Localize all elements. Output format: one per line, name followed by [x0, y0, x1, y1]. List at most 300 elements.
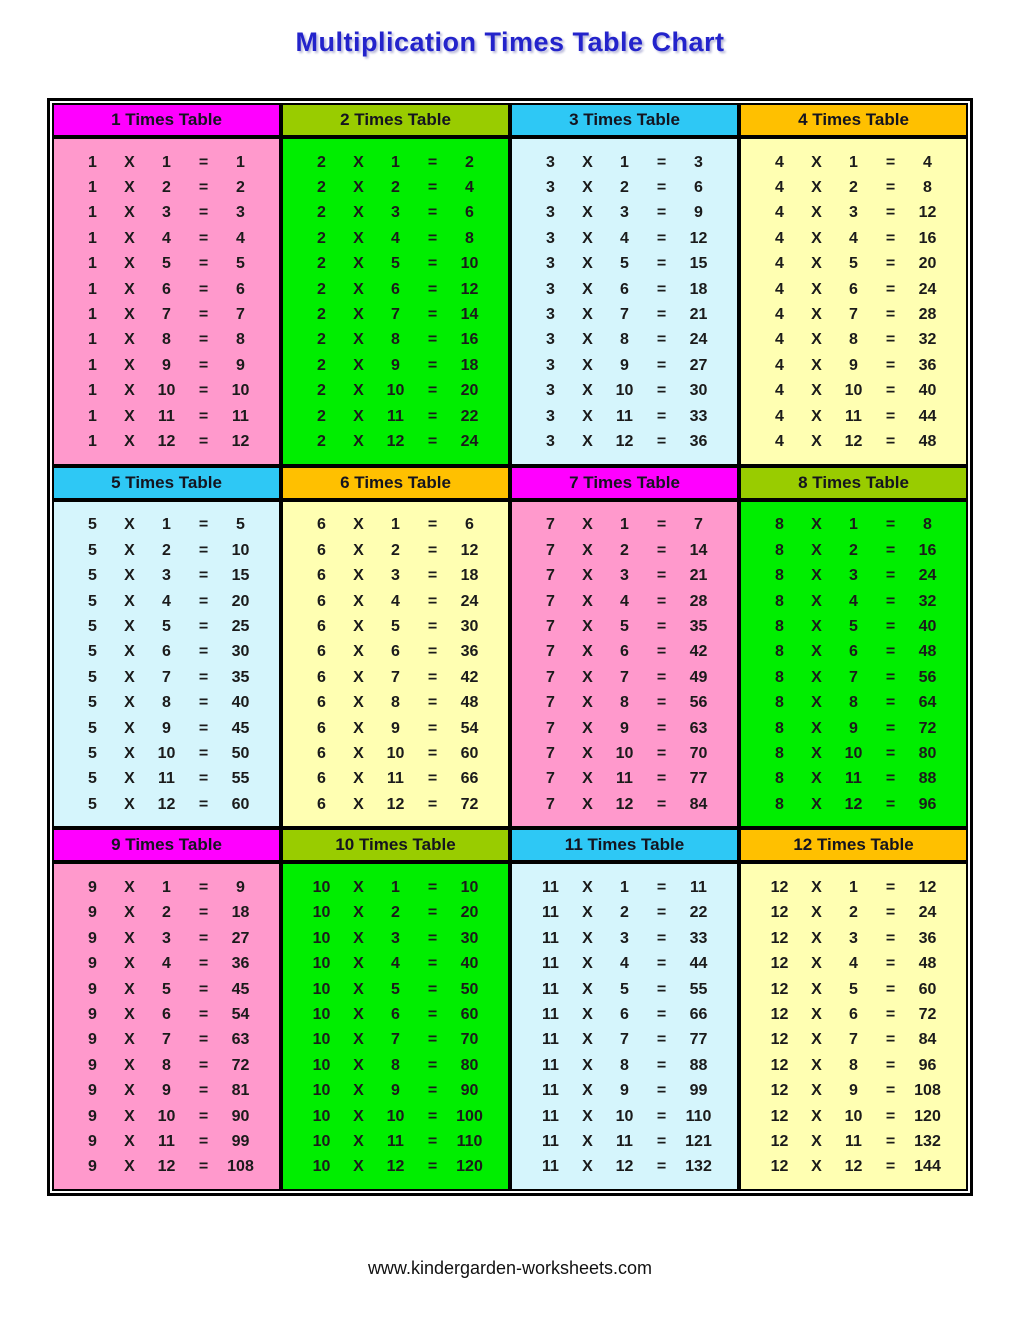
- times-operator: X: [811, 356, 822, 374]
- equation-row: [283, 302, 508, 327]
- multiplicand: 9: [88, 1132, 97, 1150]
- equals-sign: =: [656, 567, 667, 585]
- equals-sign: =: [885, 879, 896, 897]
- equation-row: [283, 792, 508, 817]
- multiplier: 4: [620, 955, 629, 973]
- times-operator: X: [811, 567, 822, 585]
- times-operator: X: [124, 980, 135, 998]
- multiplicand: 10: [312, 1082, 331, 1100]
- equation-row: [283, 353, 508, 378]
- multiplicand: 11: [542, 955, 559, 973]
- equation-row: [512, 640, 737, 665]
- equals-sign: =: [885, 331, 896, 349]
- times-operator: X: [582, 617, 593, 635]
- times-operator: X: [582, 1056, 593, 1074]
- times-operator: X: [582, 567, 593, 585]
- equation-row: [512, 1104, 737, 1129]
- times-operator: X: [582, 331, 593, 349]
- times-operator: X: [353, 516, 364, 534]
- multiplier: 7: [620, 668, 629, 686]
- multiplier: 6: [391, 280, 400, 298]
- times-operator: X: [811, 204, 822, 222]
- times-operator: X: [124, 229, 135, 247]
- equals-sign: =: [885, 668, 896, 686]
- equation-row: [512, 1129, 737, 1154]
- times-table-header: 9 Times Table: [52, 828, 281, 862]
- equals-sign: =: [198, 1056, 209, 1074]
- times-operator: X: [582, 179, 593, 197]
- multiplier: 9: [162, 356, 171, 374]
- product: 121: [685, 1132, 712, 1150]
- product: 33: [689, 929, 708, 947]
- multiplier: 6: [162, 1006, 171, 1024]
- multiplier: 12: [157, 795, 176, 813]
- product: 50: [460, 980, 479, 998]
- multiplier: 12: [844, 795, 863, 813]
- multiplier: 1: [849, 516, 858, 534]
- equation-row: [283, 614, 508, 639]
- times-table-block: [281, 466, 510, 829]
- times-operator: X: [811, 1056, 822, 1074]
- times-operator: X: [811, 694, 822, 712]
- multiplicand: 6: [317, 694, 326, 712]
- equals-sign: =: [427, 255, 438, 273]
- product: 16: [918, 229, 937, 247]
- equation-row: [741, 690, 966, 715]
- times-operator: X: [582, 280, 593, 298]
- equation-row: [512, 277, 737, 302]
- equation-row: [283, 1028, 508, 1053]
- equals-sign: =: [427, 955, 438, 973]
- equals-sign: =: [427, 1082, 438, 1100]
- times-table-block: [281, 103, 510, 466]
- multiplier: 6: [162, 643, 171, 661]
- times-operator: X: [582, 204, 593, 222]
- product: 10: [460, 879, 479, 897]
- product: 60: [918, 980, 937, 998]
- equals-sign: =: [198, 407, 209, 425]
- multiplicand: 11: [542, 1082, 559, 1100]
- multiplier: 6: [620, 643, 629, 661]
- product: 22: [460, 407, 479, 425]
- equals-sign: =: [198, 356, 209, 374]
- times-operator: X: [811, 280, 822, 298]
- multiplier: 3: [620, 929, 629, 947]
- times-operator: X: [582, 904, 593, 922]
- multiplicand: 1: [88, 255, 97, 273]
- equals-sign: =: [427, 204, 438, 222]
- times-operator: X: [124, 694, 135, 712]
- multiplicand: 6: [317, 770, 326, 788]
- multiplicand: 6: [317, 668, 326, 686]
- product: 108: [914, 1082, 941, 1100]
- multiplier: 8: [391, 331, 400, 349]
- multiplier: 8: [391, 1056, 400, 1074]
- equation-row: [54, 875, 279, 900]
- times-operator: X: [124, 567, 135, 585]
- times-table-body: [281, 137, 510, 466]
- multiplier: 4: [162, 229, 171, 247]
- multiplicand: 9: [88, 1031, 97, 1049]
- multiplier: 10: [386, 382, 405, 400]
- times-operator: X: [353, 744, 364, 762]
- multiplicand: 2: [317, 204, 326, 222]
- product: 56: [689, 694, 708, 712]
- times-operator: X: [124, 382, 135, 400]
- times-operator: X: [582, 744, 593, 762]
- multiplicand: 8: [775, 744, 784, 762]
- multiplicand: 12: [770, 1158, 789, 1176]
- times-operator: X: [124, 719, 135, 737]
- equals-sign: =: [885, 1158, 896, 1176]
- equation-row: [512, 690, 737, 715]
- times-operator: X: [124, 255, 135, 273]
- multiplicand: 9: [88, 1107, 97, 1125]
- equation-row: [741, 226, 966, 251]
- equals-sign: =: [885, 643, 896, 661]
- multiplicand: 11: [542, 1056, 559, 1074]
- times-table-body: [510, 862, 739, 1191]
- product: 70: [460, 1031, 479, 1049]
- times-operator: X: [353, 904, 364, 922]
- equals-sign: =: [656, 719, 667, 737]
- multiplicand: 3: [546, 432, 555, 450]
- times-operator: X: [811, 929, 822, 947]
- multiplicand: 4: [775, 280, 784, 298]
- times-operator: X: [582, 1006, 593, 1024]
- multiplier: 7: [849, 1031, 858, 1049]
- equals-sign: =: [885, 204, 896, 222]
- multiplier: 7: [391, 306, 400, 324]
- multiplier: 3: [849, 204, 858, 222]
- equation-row: [283, 665, 508, 690]
- multiplicand: 11: [542, 980, 559, 998]
- multiplicand: 7: [546, 770, 555, 788]
- equals-sign: =: [656, 1006, 667, 1024]
- product: 110: [685, 1107, 712, 1125]
- multiplicand: 11: [542, 929, 559, 947]
- multiplicand: 12: [770, 980, 789, 998]
- product: 48: [460, 694, 479, 712]
- product: 9: [694, 204, 703, 222]
- equation-row: [283, 277, 508, 302]
- multiplicand: 2: [317, 229, 326, 247]
- product: 54: [231, 1006, 250, 1024]
- times-operator: X: [124, 356, 135, 374]
- product: 18: [460, 356, 479, 374]
- equals-sign: =: [198, 153, 209, 171]
- equals-sign: =: [427, 1006, 438, 1024]
- product: 28: [689, 592, 708, 610]
- times-operator: X: [811, 1158, 822, 1176]
- equation-row: [283, 716, 508, 741]
- equation-row: [54, 226, 279, 251]
- product: 40: [460, 955, 479, 973]
- multiplicand: 5: [88, 617, 97, 635]
- product: 132: [685, 1158, 712, 1176]
- times-table-header: 5 Times Table: [52, 466, 281, 500]
- multiplier: 2: [162, 179, 171, 197]
- equation-row: [741, 901, 966, 926]
- multiplicand: 6: [317, 567, 326, 585]
- product: 24: [918, 280, 937, 298]
- multiplier: 8: [620, 331, 629, 349]
- multiplier: 5: [162, 980, 171, 998]
- equation-row: [54, 589, 279, 614]
- multiplier: 10: [615, 382, 634, 400]
- multiplicand: 10: [312, 879, 331, 897]
- times-operator: X: [582, 770, 593, 788]
- equation-row: [283, 201, 508, 226]
- product: 55: [231, 770, 250, 788]
- multiplier: 3: [620, 204, 629, 222]
- times-operator: X: [124, 929, 135, 947]
- multiplicand: 9: [88, 904, 97, 922]
- product: 30: [689, 382, 708, 400]
- times-operator: X: [124, 643, 135, 661]
- equals-sign: =: [656, 879, 667, 897]
- multiplier: 9: [391, 356, 400, 374]
- equals-sign: =: [198, 432, 209, 450]
- equals-sign: =: [427, 407, 438, 425]
- product: 7: [236, 306, 245, 324]
- equation-row: [512, 353, 737, 378]
- multiplier: 1: [162, 516, 171, 534]
- product: 77: [689, 1031, 708, 1049]
- product: 15: [689, 255, 708, 273]
- product: 12: [231, 432, 250, 450]
- times-operator: X: [582, 516, 593, 534]
- equation-row: [512, 538, 737, 563]
- multiplicand: 10: [312, 1158, 331, 1176]
- multiplicand: 8: [775, 516, 784, 534]
- multiplier: 8: [849, 694, 858, 712]
- multiplier: 12: [844, 432, 863, 450]
- times-operator: X: [124, 1082, 135, 1100]
- times-operator: X: [811, 719, 822, 737]
- multiplier: 5: [620, 255, 629, 273]
- times-operator: X: [353, 1107, 364, 1125]
- equation-row: [54, 1002, 279, 1027]
- times-operator: X: [582, 955, 593, 973]
- equals-sign: =: [656, 179, 667, 197]
- multiplier: 9: [849, 1082, 858, 1100]
- equation-row: [283, 226, 508, 251]
- product: 30: [460, 617, 479, 635]
- equals-sign: =: [885, 382, 896, 400]
- product: 72: [231, 1056, 250, 1074]
- equation-row: [283, 901, 508, 926]
- multiplicand: 4: [775, 255, 784, 273]
- times-operator: X: [124, 432, 135, 450]
- times-operator: X: [353, 255, 364, 273]
- times-operator: X: [811, 331, 822, 349]
- equals-sign: =: [427, 541, 438, 559]
- equation-row: [283, 429, 508, 454]
- multiplicand: 5: [88, 643, 97, 661]
- product: 99: [231, 1132, 250, 1150]
- times-operator: X: [582, 1107, 593, 1125]
- product: 44: [918, 407, 937, 425]
- multiplier: 7: [162, 668, 171, 686]
- multiplier: 1: [391, 516, 400, 534]
- multiplicand: 1: [88, 204, 97, 222]
- equation-row: [512, 1002, 737, 1027]
- times-operator: X: [811, 643, 822, 661]
- equation-row: [512, 716, 737, 741]
- multiplier: 2: [849, 179, 858, 197]
- equation-row: [54, 277, 279, 302]
- times-operator: X: [582, 980, 593, 998]
- times-table-block: [510, 103, 739, 466]
- product: 60: [231, 795, 250, 813]
- equals-sign: =: [198, 955, 209, 973]
- product: 48: [918, 643, 937, 661]
- product: 72: [460, 795, 479, 813]
- multiplier: 3: [391, 204, 400, 222]
- equation-row: [512, 513, 737, 538]
- product: 7: [694, 516, 703, 534]
- multiplicand: 8: [775, 795, 784, 813]
- product: 20: [460, 904, 479, 922]
- equation-row: [741, 1104, 966, 1129]
- multiplier: 2: [620, 179, 629, 197]
- multiplier: 10: [844, 744, 863, 762]
- multiplicand: 3: [546, 229, 555, 247]
- product: 48: [918, 955, 937, 973]
- multiplicand: 8: [775, 770, 784, 788]
- times-table-header: 11 Times Table: [510, 828, 739, 862]
- times-table-block: [52, 466, 281, 829]
- product: 54: [460, 719, 479, 737]
- product: 16: [460, 331, 479, 349]
- equals-sign: =: [198, 643, 209, 661]
- equation-row: [283, 379, 508, 404]
- multiplier: 10: [615, 1107, 634, 1125]
- multiplier: 9: [849, 719, 858, 737]
- times-operator: X: [582, 879, 593, 897]
- product: 20: [231, 592, 250, 610]
- product: 96: [918, 1056, 937, 1074]
- equals-sign: =: [427, 331, 438, 349]
- equals-sign: =: [885, 280, 896, 298]
- product: 35: [689, 617, 708, 635]
- multiplicand: 3: [546, 382, 555, 400]
- multiplier: 3: [162, 204, 171, 222]
- footer-url: www.kindergarden-worksheets.com: [367, 1258, 653, 1279]
- times-operator: X: [353, 668, 364, 686]
- equals-sign: =: [198, 1158, 209, 1176]
- product: 120: [914, 1107, 941, 1125]
- equation-row: [741, 1028, 966, 1053]
- multiplier: 3: [162, 567, 171, 585]
- times-operator: X: [811, 955, 822, 973]
- times-operator: X: [353, 1031, 364, 1049]
- equation-row: [54, 353, 279, 378]
- equals-sign: =: [427, 904, 438, 922]
- equals-sign: =: [656, 1056, 667, 1074]
- multiplier: 9: [162, 1082, 171, 1100]
- times-table-block: [510, 828, 739, 1191]
- equals-sign: =: [885, 1056, 896, 1074]
- equals-sign: =: [427, 1107, 438, 1125]
- equation-row: [741, 1002, 966, 1027]
- equals-sign: =: [656, 955, 667, 973]
- product: 72: [918, 719, 937, 737]
- equals-sign: =: [198, 331, 209, 349]
- multiplicand: 4: [775, 407, 784, 425]
- product: 30: [231, 643, 250, 661]
- equals-sign: =: [427, 382, 438, 400]
- multiplier: 4: [391, 955, 400, 973]
- equals-sign: =: [656, 795, 667, 813]
- times-table-header: 6 Times Table: [281, 466, 510, 500]
- equation-row: [54, 792, 279, 817]
- times-operator: X: [353, 719, 364, 737]
- equation-row: [54, 977, 279, 1002]
- equation-row: [54, 513, 279, 538]
- product: 132: [914, 1132, 941, 1150]
- equation-row: [741, 952, 966, 977]
- times-operator: X: [582, 432, 593, 450]
- times-operator: X: [811, 229, 822, 247]
- times-operator: X: [124, 955, 135, 973]
- equation-row: [283, 640, 508, 665]
- multiplier: 9: [620, 356, 629, 374]
- product: 9: [236, 879, 245, 897]
- equals-sign: =: [885, 356, 896, 374]
- equation-row: [512, 379, 737, 404]
- equals-sign: =: [427, 929, 438, 947]
- times-operator: X: [811, 382, 822, 400]
- times-table-body: [739, 500, 968, 829]
- equation-row: [283, 977, 508, 1002]
- equals-sign: =: [656, 1132, 667, 1150]
- equals-sign: =: [656, 1082, 667, 1100]
- times-operator: X: [124, 516, 135, 534]
- equation-row: [741, 741, 966, 766]
- multiplicand: 6: [317, 617, 326, 635]
- equation-row: [54, 767, 279, 792]
- equals-sign: =: [427, 229, 438, 247]
- times-table-header: 2 Times Table: [281, 103, 510, 137]
- multiplicand: 4: [775, 331, 784, 349]
- equation-row: [512, 328, 737, 353]
- product: 49: [689, 668, 708, 686]
- equals-sign: =: [427, 1031, 438, 1049]
- page-title: Multiplication Times Table Chart: [295, 27, 725, 57]
- times-table-header: 7 Times Table: [510, 466, 739, 500]
- times-operator: X: [811, 306, 822, 324]
- multiplier: 6: [391, 1006, 400, 1024]
- product: 32: [918, 331, 937, 349]
- multiplicand: 9: [88, 980, 97, 998]
- equation-row: [283, 150, 508, 175]
- product: 110: [456, 1132, 483, 1150]
- times-operator: X: [353, 331, 364, 349]
- times-table-header: 3 Times Table: [510, 103, 739, 137]
- multiplicand: 6: [317, 719, 326, 737]
- product: 42: [460, 668, 479, 686]
- multiplicand: 5: [88, 668, 97, 686]
- product: 21: [689, 567, 708, 585]
- times-operator: X: [582, 382, 593, 400]
- equals-sign: =: [656, 432, 667, 450]
- equals-sign: =: [198, 770, 209, 788]
- equals-sign: =: [198, 382, 209, 400]
- equation-row: [741, 640, 966, 665]
- multiplier: 2: [391, 904, 400, 922]
